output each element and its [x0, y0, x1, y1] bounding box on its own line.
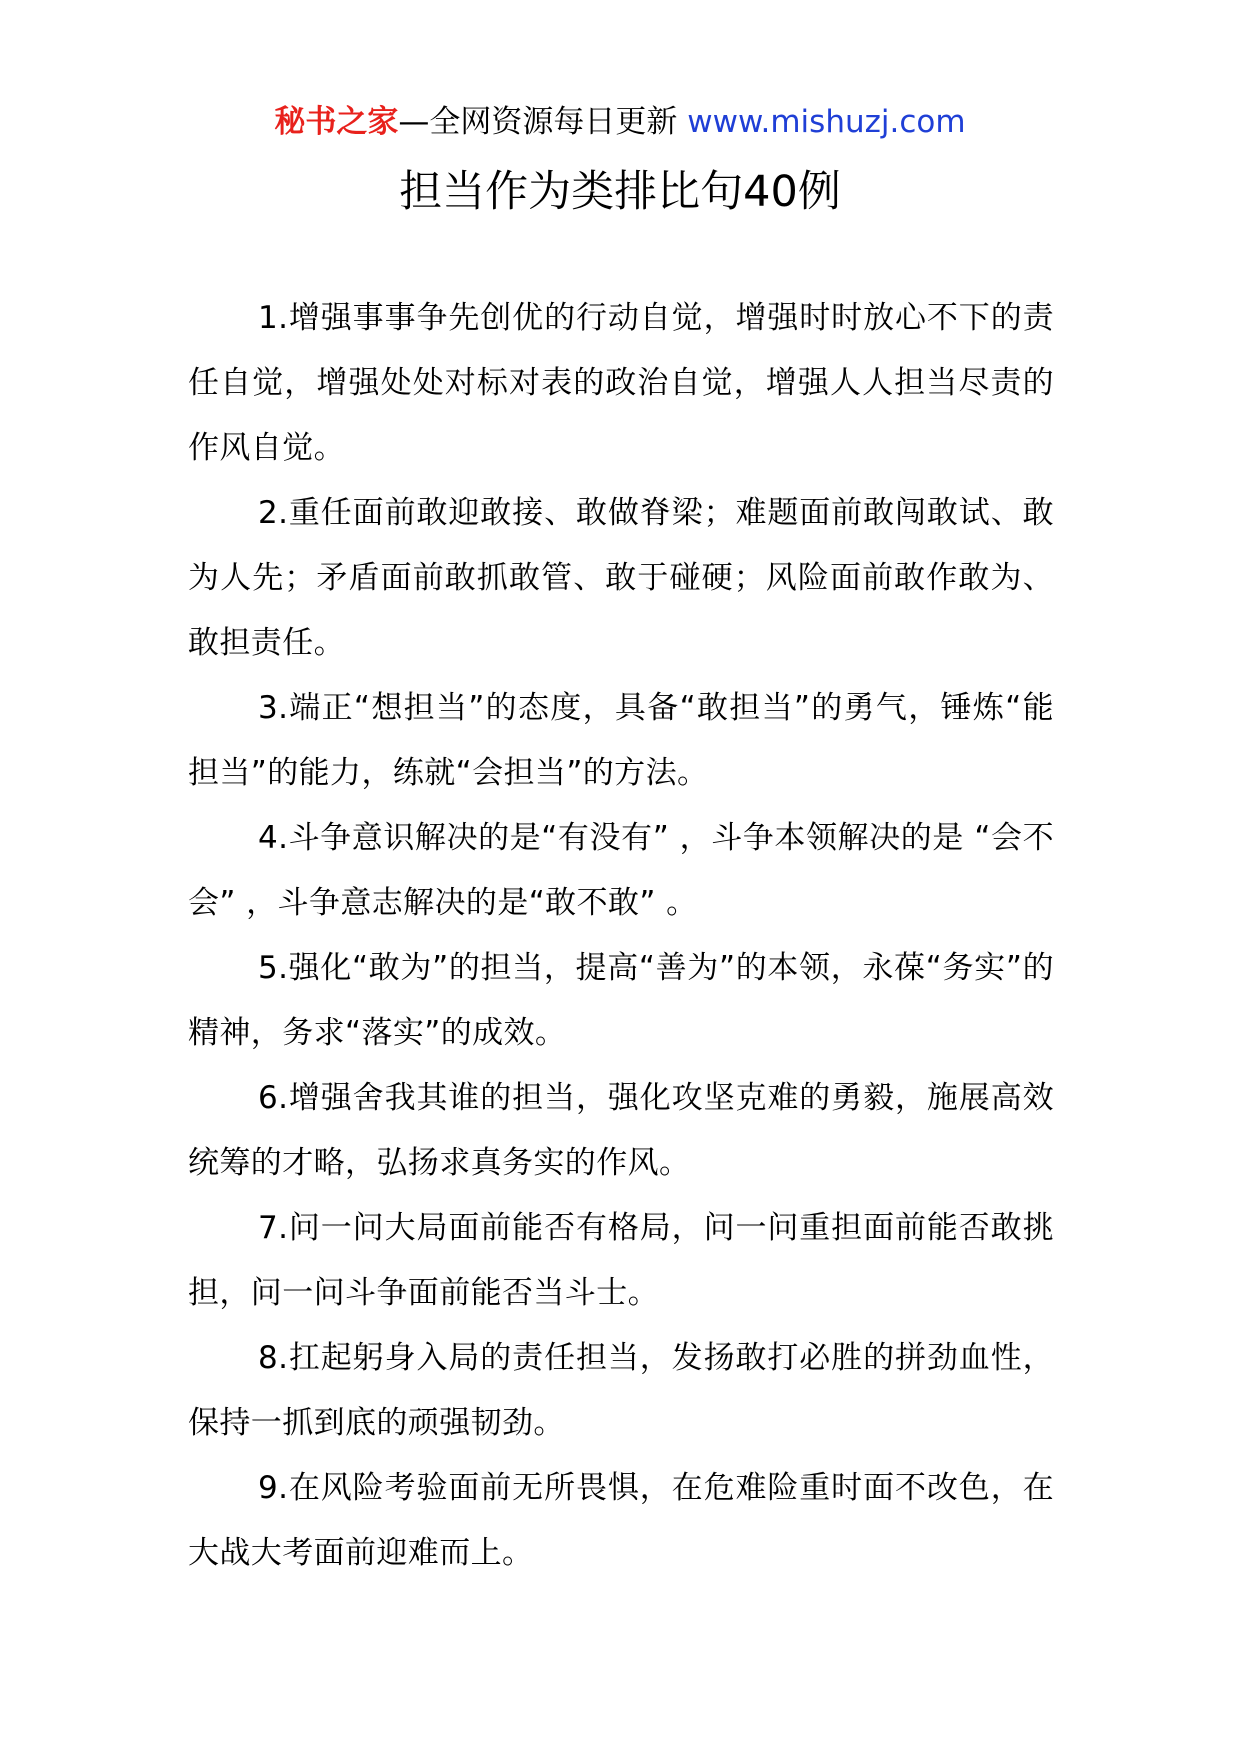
paragraph-5: 5.强化“敢为”的担当，提高“善为”的本领，永葆“务实”的精神，务求“落实”的成效。 [188, 950, 1054, 1051]
paragraph-3: 3.端正“想担当”的态度，具备“敢担当”的勇气，锤炼“能担当”的能力，练就“会担当”的方法。 [188, 690, 1054, 791]
paragraph-1: 1.增强事事争先创优的行动自觉，增强时时放心不下的责任自觉，增强处处对标对表的政治自觉，增强人人担当尽责的作风自觉。 [188, 300, 1054, 466]
paragraph-2: 2.重任面前敢迎敢接、敢做脊梁；难题面前敢闯敢试、敢为人先；矛盾面前敢抓敢管、敢于碰硬；风险面前敢作敢为、敢担责任。 [188, 495, 1054, 661]
paragraph-7: 7.问一问大局面前能否有格局，问一问重担面前能否敢挑担，问一问斗争面前能否当斗士。 [188, 1210, 1054, 1311]
paragraph-6: 6.增强舍我其谁的担当，强化攻坚克难的勇毅，施展高效统筹的才略，弘扬求真务实的作风。 [188, 1080, 1054, 1181]
site-header [0, 100, 1240, 144]
document-body [188, 286, 1054, 1586]
brand-name: 秘书之家 [274, 104, 399, 140]
paragraph-4: 4.斗争意识解决的是“有没有” ，斗争本领解决的是 “会不会” ，斗争意志解决的是“敢不敢” 。 [188, 820, 1054, 921]
document-title: 担当作为类排比句40例 [399, 167, 841, 217]
paragraph-9: 9.在风险考验面前无所畏惧，在危难险重时面不改色，在大战大考面前迎难而上。 [188, 1470, 1054, 1571]
paragraph-8: 8.扛起躬身入局的责任担当，发扬敢打必胜的拼劲血性，保持一抓到底的顽强韧劲。 [188, 1340, 1054, 1441]
site-url-link[interactable]: www.mishuzj.com [687, 104, 966, 140]
header-tagline: —全网资源每日更新 [398, 104, 678, 140]
